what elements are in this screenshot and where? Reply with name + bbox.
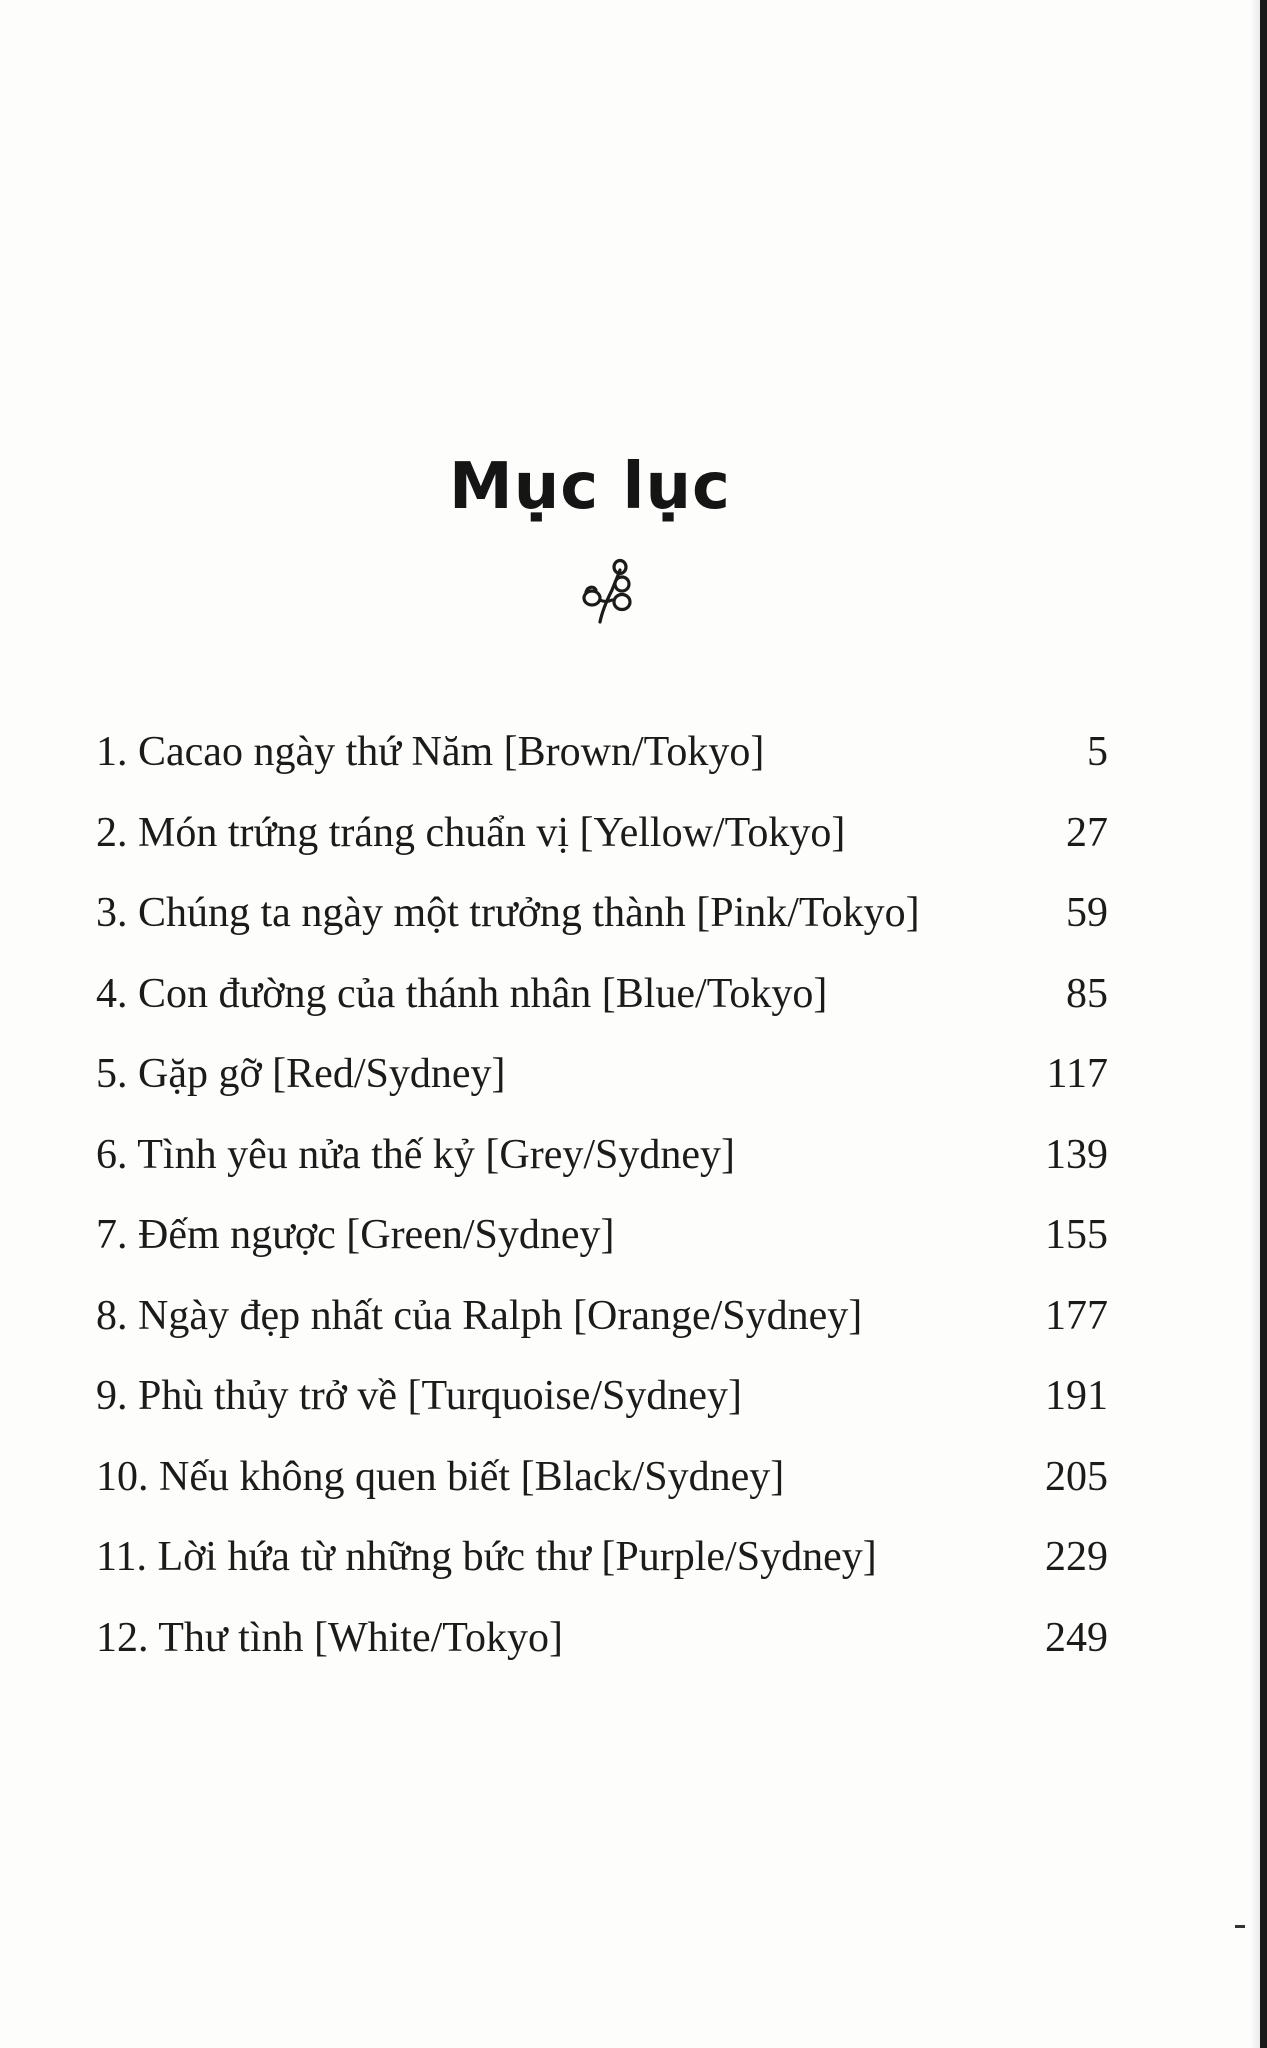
- toc-entry-title: 4. Con đường của thánh nhân [Blue/Tokyo]: [96, 970, 828, 1017]
- toc-entry-page: 85: [1066, 970, 1108, 1017]
- toc-entry-page: 139: [1045, 1131, 1108, 1178]
- toc-entry-page: 177: [1045, 1292, 1108, 1339]
- toc-entry-page: 205: [1045, 1453, 1108, 1500]
- page-edge: [1260, 0, 1267, 2048]
- toc-entry[interactable]: [96, 1131, 1108, 1212]
- toc-entry[interactable]: [96, 728, 1108, 809]
- toc-entry[interactable]: [96, 1533, 1108, 1614]
- table-of-contents: [96, 728, 1108, 1694]
- toc-entry-title: 7. Đếm ngược [Green/Sydney]: [96, 1212, 615, 1258]
- toc-entry-title: 12. Thư tình [White/Tokyo]: [96, 1614, 563, 1661]
- toc-entry[interactable]: [96, 1292, 1108, 1373]
- toc-entry-page: 155: [1045, 1212, 1108, 1258]
- toc-entry-title: 3. Chúng ta ngày một trưởng thành [Pink/Tokyo]: [96, 890, 920, 936]
- toc-entry-title: 8. Ngày đẹp nhất của Ralph [Orange/Sydney]: [96, 1292, 863, 1339]
- toc-entry-title: 11. Lời hứa từ những bức thư [Purple/Sydney]: [96, 1534, 877, 1580]
- toc-entry-title: 5. Gặp gỡ [Red/Sydney]: [96, 1051, 506, 1097]
- edge-mark: [1235, 1925, 1245, 1928]
- toc-entry-title: 10. Nếu không quen biết [Black/Sydney]: [96, 1453, 785, 1500]
- toc-entry-page: 27: [1066, 809, 1108, 856]
- toc-entry[interactable]: [96, 809, 1108, 890]
- page-edge-shadow: [1250, 0, 1260, 2048]
- toc-entry[interactable]: [96, 1614, 1108, 1695]
- page-title: Mục lục: [449, 450, 731, 524]
- toc-entry-page: 117: [1046, 1051, 1108, 1097]
- toc-entry[interactable]: [96, 1453, 1108, 1534]
- toc-entry-title: 1. Cacao ngày thứ Năm [Brown/Tokyo]: [96, 729, 765, 775]
- toc-entry-page: 59: [1066, 890, 1108, 936]
- toc-entry-page: 191: [1045, 1373, 1108, 1419]
- toc-entry[interactable]: [96, 1372, 1108, 1453]
- toc-entry-page: 5: [1087, 729, 1108, 775]
- toc-entry-title: 2. Món trứng tráng chuẩn vị [Yellow/Tokyo]: [96, 809, 846, 856]
- toc-entry[interactable]: [96, 1050, 1108, 1131]
- toc-entry[interactable]: [96, 970, 1108, 1051]
- toc-entry[interactable]: [96, 1211, 1108, 1292]
- toc-entry[interactable]: [96, 889, 1108, 970]
- floral-sprig-icon: [578, 556, 638, 626]
- toc-entry-page: 229: [1045, 1534, 1108, 1580]
- toc-entry-title: 9. Phù thủy trở về [Turquoise/Sydney]: [96, 1373, 742, 1419]
- toc-entry-title: 6. Tình yêu nửa thế kỷ [Grey/Sydney]: [96, 1131, 736, 1178]
- toc-entry-page: 249: [1045, 1614, 1108, 1661]
